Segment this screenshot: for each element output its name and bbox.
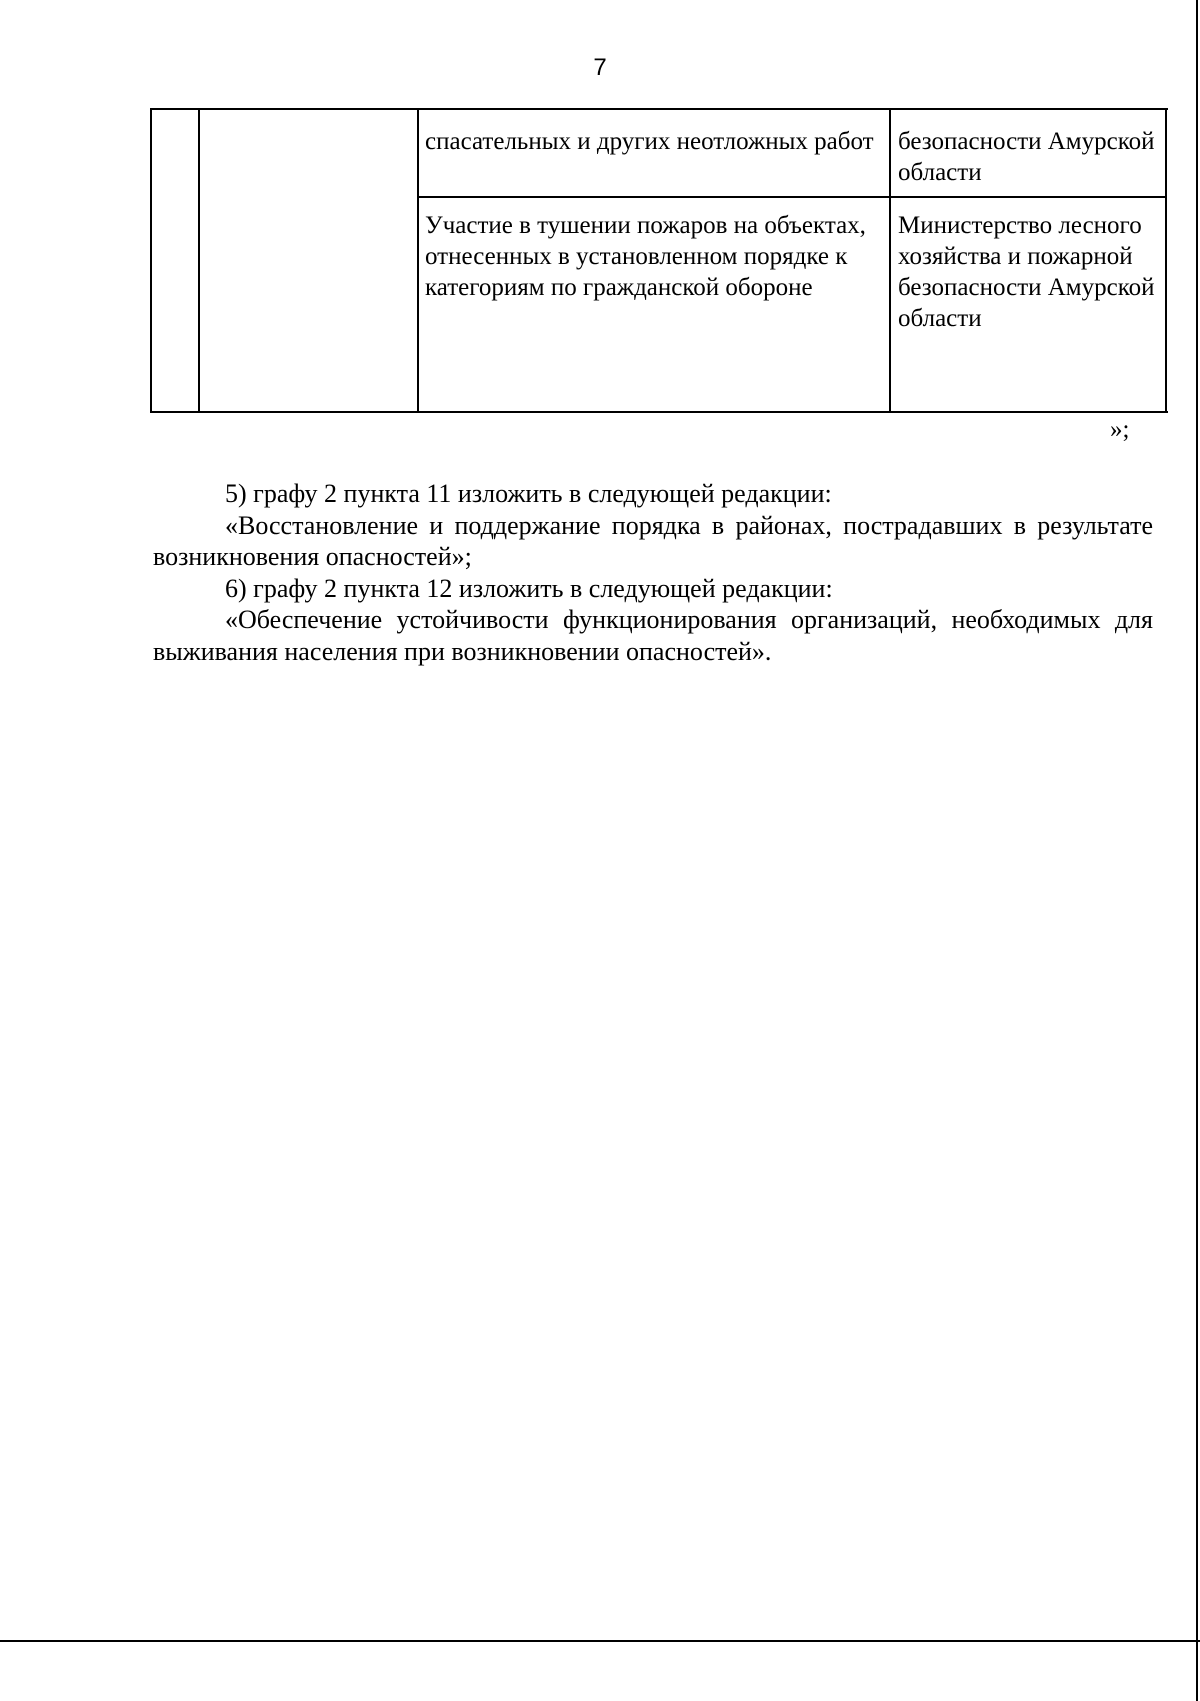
table-row-divider <box>417 196 1167 198</box>
paragraph-item-6-text: «Обеспечение устойчивости функционирования организаций, необходимых для выживания населения при возникновении опасностей». <box>153 605 1153 666</box>
table-cell-task: Участие в тушении пожаров на объектах, отнесенных в установленном порядке к категориям по гражданской обороне <box>425 212 866 301</box>
table-column-divider <box>889 110 891 411</box>
table-column-divider <box>198 110 200 411</box>
continuation-table <box>150 108 1168 413</box>
paragraph-item-5-text: «Восстановление и поддержание порядка в районах, пострадавших в результате возникновения опасностей»; <box>153 510 1153 571</box>
table-cell-executor: безопасности Амурской области <box>898 128 1155 186</box>
table-column-divider <box>417 110 419 411</box>
table-cell-executor: Министерство лесного хозяйства и пожарной безопасности Амурской области <box>898 212 1155 332</box>
amendment-text <box>153 478 1153 667</box>
paragraph-item-5: 5) графу 2 пункта 11 изложить в следующей редакции: <box>225 479 832 508</box>
scan-edge-line <box>0 1640 1200 1642</box>
scan-side-line <box>1196 0 1198 1701</box>
table-cell-task: спасательных и других неотложных работ <box>425 128 874 155</box>
table-right-border <box>1165 110 1167 411</box>
paragraph-item-6: 6) графу 2 пункта 12 изложить в следующей редакции: <box>225 573 833 603</box>
page-number: 7 <box>593 54 607 81</box>
closing-quote: »; <box>1110 416 1130 443</box>
